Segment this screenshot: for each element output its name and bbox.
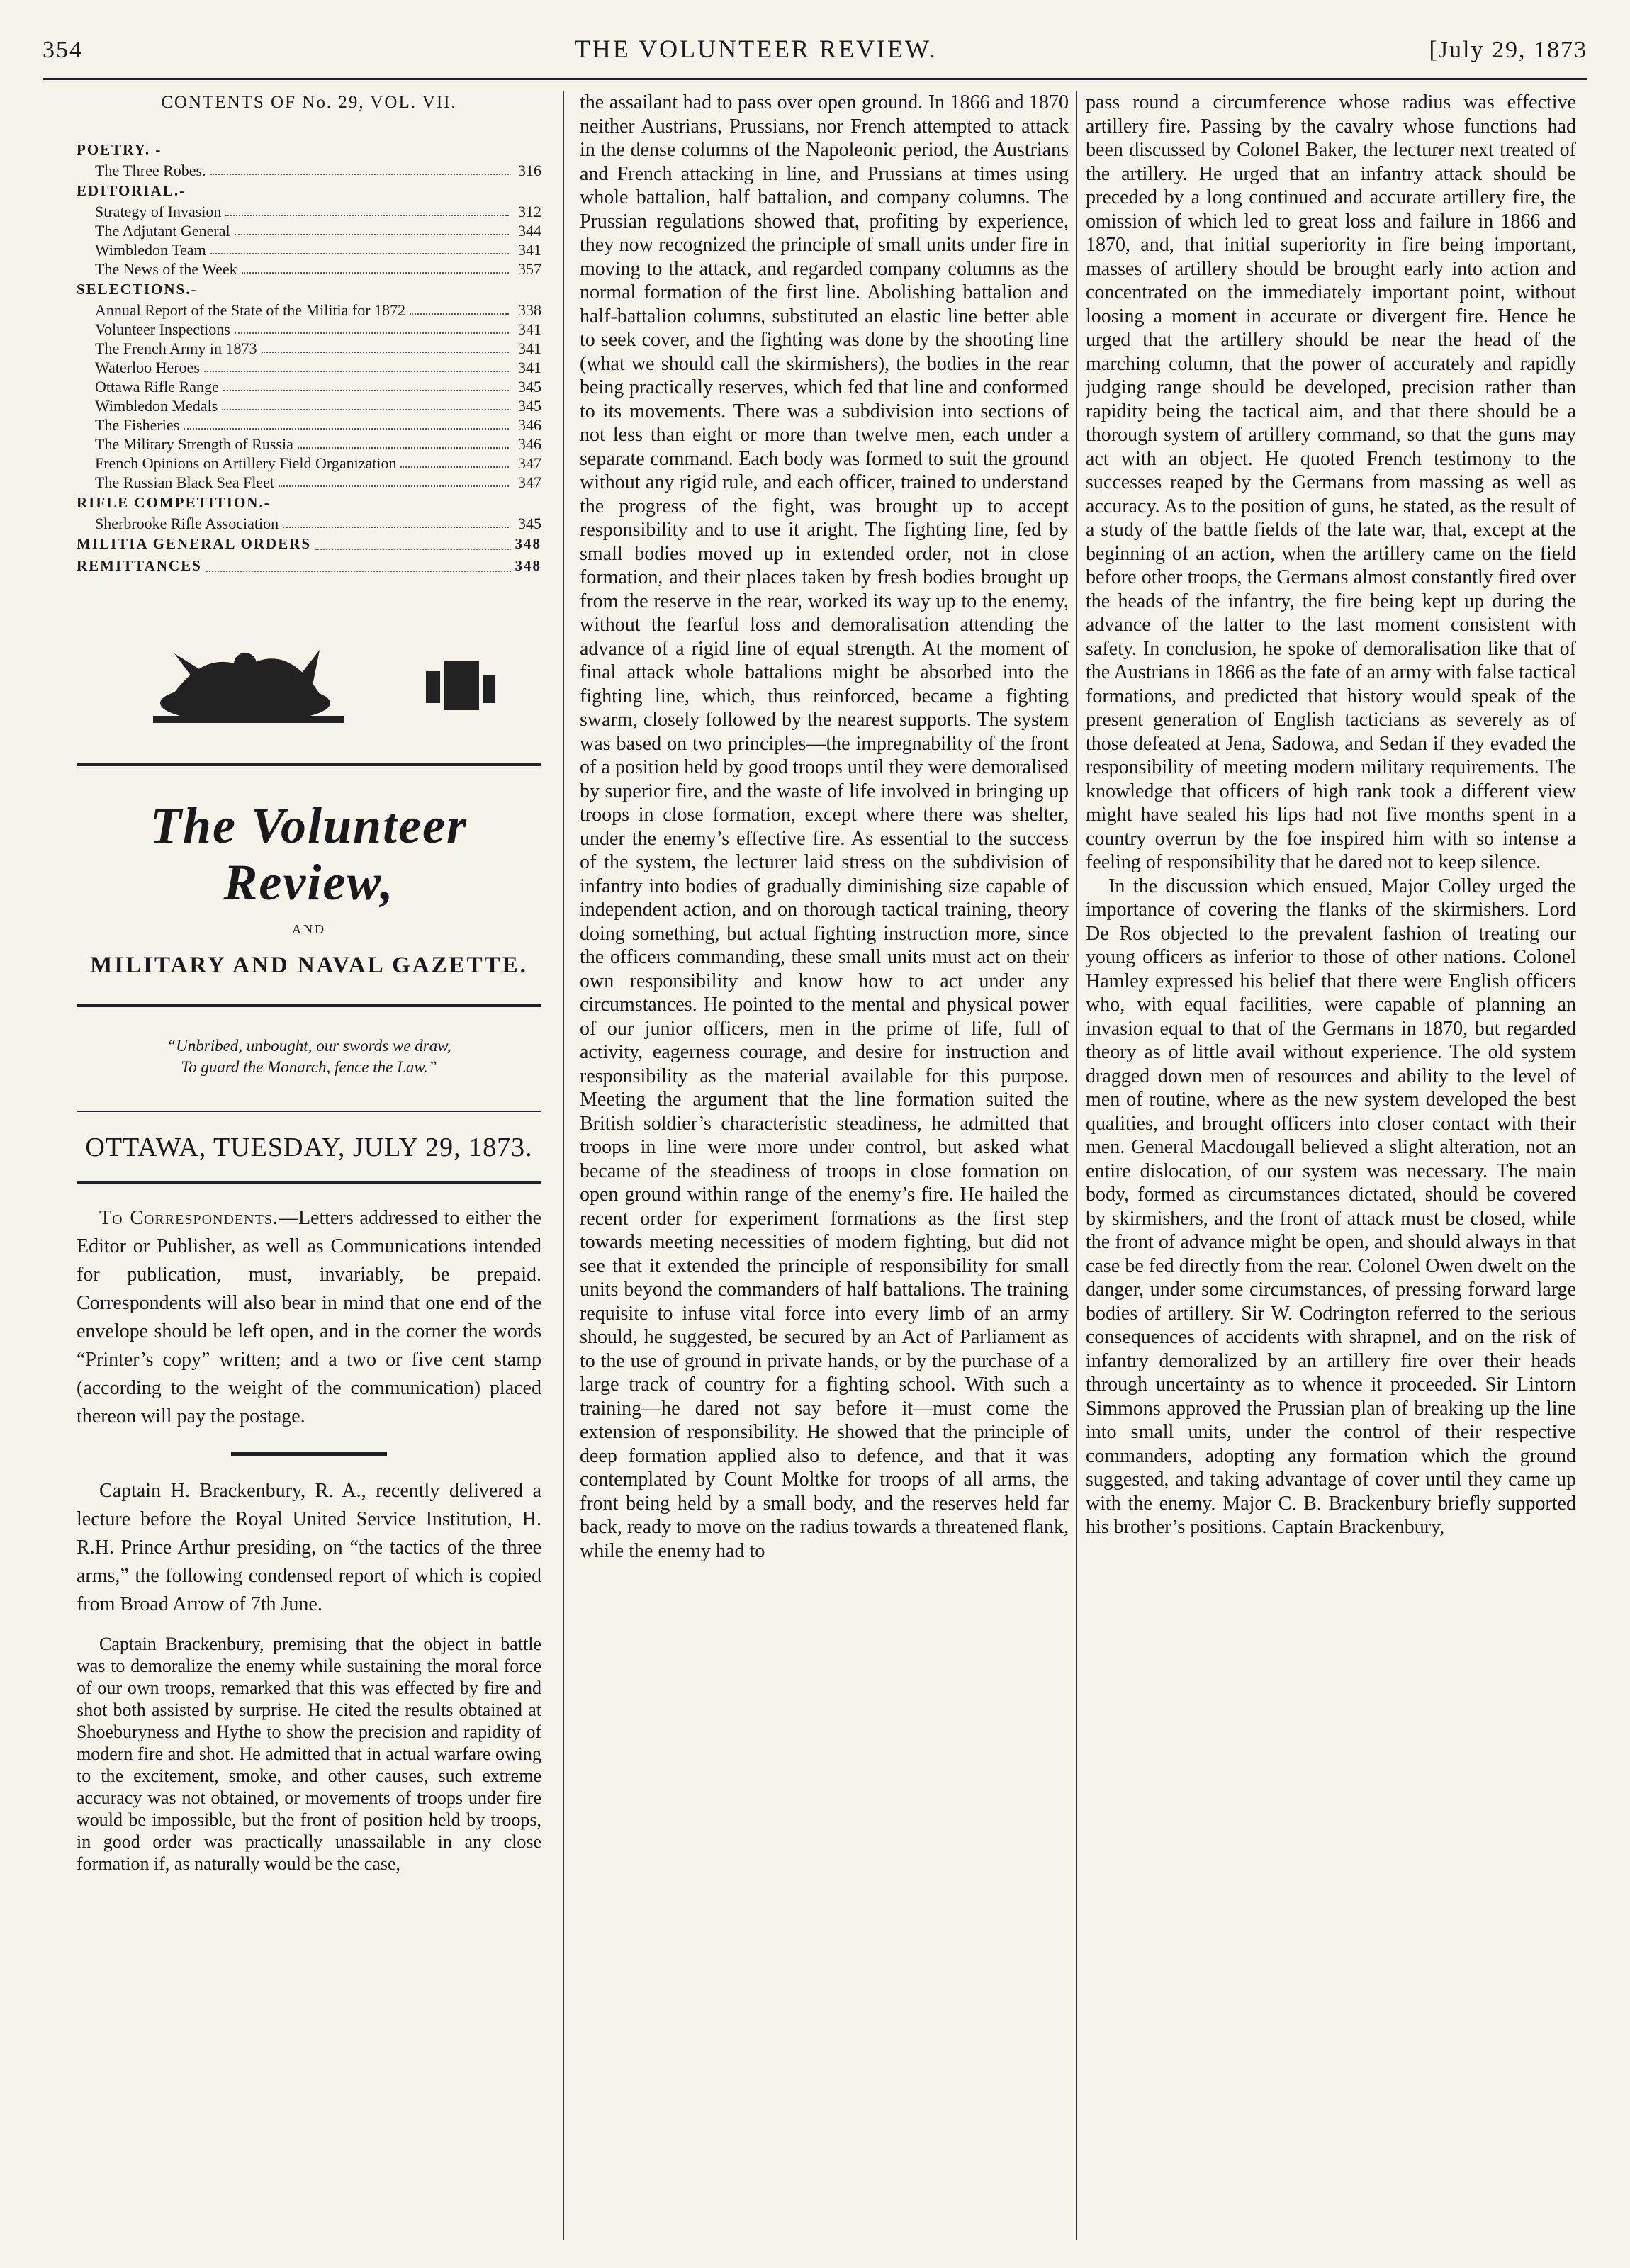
contents-entry bbox=[77, 240, 541, 259]
article-paragraph: the assailant had to pass over open ground. In 1866 and 1870 neither Austrians, Prussians, nor French attempted to attack in the dense columns of the Napoleonic period, the Austrians and French attacking in line, and Prussians at times using whole battalion, half battalion, and company columns. The Prussian regulations showed that, profiting by experience, they now recognized the principle of small units under fire in moving to the attack, and regarded company columns as the normal formation of the first line. Abolishing battalion and half-battalion columns, substituted an elastic line better able to seek cover, and the fighting was done by the shooting line (what we should call the skirmishers), the bodies in the rear being practically reserves, which fed that line and conformed to its movements. There was a subdivision into sections of not less than eight or more than twelve men, each under a separate command. Each body was formed to suit the ground without any rigid rule, and each officer, trained to understand the progress of the fight, was brought up to accept responsibility and to use it aright. The fighting line, fed by small bodies moved up in extended order, not in close formation, and their places taken by fresh bodies brought up from the reserve in the rear, worked its way up to the enemy, without the fearful loss and demoralisation attending the advance of a rigid line of equal strength. At the moment of final attack whole battalions might be absorbed into the fighting line, which, thus reinforced, became a fighting swarm, closely followed by the nearest supports. The system was based on two principles—the impregnability of the front of a position held by good troops until they were demoralised by superior fire, and the waste of life involved in bringing up troops in close formation, except where there was shelter, under the enemy’s effective fire. As essential to the success of the system, the lecturer laid stress on the subdivision of infantry into bodies of gradually diminishing size capable of independent action, and on thorough tactical training, theory doing something, but actual fighting instruction more, since the officers commanding, these small units must act on their own responsibility and know how to act under any circumstances. He pointed to the mental and physical power of our junior officers, men in the prime of life, full of activity, eagerness courage, and desire for instruction and responsibility as the material available for this purpose. Meeting the argument that the line formation suited the British soldier’s characteristic steadiness, he admitted that troops in line were more under control, but asked what became of the steadiness of troops in close formation on open ground within range of the enemy’s fire. He hailed the recent order for experiment formations as the first step towards meeting necessities of modern fighting, but did not see that it extended the principle of responsibility for small units beyond the commanders of half battalions. The training requisite to infuse vital force into every limb of an army should, he suggested, be secured by an Act of Parliament as to the use of ground in private hands, or by the purchase of a large track of country for a fighting school. With such a training—he dared not say before it—must come the extension of responsibility. He showed that the principle of deep formation applied also to defence, and that it was contemplated by Count Moltke for troops of all arms, the front being held by a small body, and the reserves held far back, ready to move on the radius towards a threatened flank, while the enemy had to bbox=[580, 91, 1069, 1562]
contents-page-number: 312 bbox=[518, 202, 541, 220]
contents-entry bbox=[77, 301, 541, 320]
dateline: OTTAWA, TUESDAY, JULY 29, 1873. bbox=[85, 1132, 533, 1162]
contents-page-number: 341 bbox=[518, 358, 541, 376]
contents-section-heading: EDITORIAL.- bbox=[77, 181, 186, 199]
contents-page-number: 341 bbox=[518, 320, 541, 338]
contents-entry-title: The Three Robes. bbox=[95, 161, 206, 179]
column-rule bbox=[1076, 91, 1077, 2240]
contents-entry bbox=[77, 259, 541, 279]
article-intro bbox=[77, 1477, 541, 1619]
motto-line: To guard the Monarch, fence the Law.” bbox=[181, 1057, 437, 1076]
contents-page-number: 344 bbox=[518, 221, 541, 240]
column-two bbox=[580, 91, 1069, 2240]
contents-entry bbox=[77, 396, 541, 415]
running-head bbox=[43, 34, 1587, 77]
correspondents-notice bbox=[77, 1204, 541, 1431]
contents-page-number: 346 bbox=[518, 415, 541, 434]
leader-dots bbox=[223, 377, 509, 391]
contents-entry-title: Ottawa Rifle Range bbox=[95, 377, 219, 395]
issue-date: [July 29, 1873 bbox=[1429, 37, 1587, 63]
contents-entry bbox=[77, 161, 541, 180]
contents-page-number: 341 bbox=[518, 240, 541, 259]
motto bbox=[77, 1035, 541, 1078]
contents-heading-text: MILITIA GENERAL ORDERS bbox=[77, 534, 312, 552]
intro-paragraph: Captain H. Brackenbury, R. A., recently delivered a lecture before the Royal United Service Institution, H. R.H. Prince Arthur presiding, on “the tactics of the three arms,” the following condensed report of which is copied from Broad Arrow of 7th June. bbox=[77, 1480, 541, 1615]
contents-entry bbox=[77, 473, 541, 492]
contents-section-heading bbox=[77, 533, 541, 555]
leader-dots bbox=[410, 301, 509, 315]
motto-line: “Unbribed, unbought, our swords we draw, bbox=[167, 1036, 451, 1055]
contents-entry bbox=[77, 377, 541, 396]
contents-entry bbox=[77, 434, 541, 454]
eagle-trophy-ornament-icon bbox=[111, 632, 507, 739]
leader-dots bbox=[206, 555, 511, 572]
contents-entry bbox=[77, 339, 541, 358]
contents-entry bbox=[77, 514, 541, 533]
leader-dots bbox=[262, 339, 509, 353]
contents-page-number: 345 bbox=[518, 377, 541, 395]
page-number: 354 bbox=[43, 37, 83, 63]
leader-dots bbox=[204, 358, 509, 372]
contents-page-number: 347 bbox=[518, 454, 541, 472]
contents-page-number: 348 bbox=[515, 534, 541, 552]
contents-page-number: 316 bbox=[518, 161, 541, 179]
contents-entry-title: The Russian Black Sea Fleet bbox=[95, 473, 274, 491]
contents-entry-title: Strategy of Invasion bbox=[95, 202, 222, 220]
article-paragraph: pass round a circumference whose radius was effective artillery fire. Passing by the cavalry whose functions had been discussed by Colonel Baker, the lecturer next treated of the artillery. He urged that an infantry attack should be preceded by a long continued and accurate artillery fire, the omission of which led to great loss and failure in 1866 and 1870, and, that initial superiority in fire being important, masses of artillery should be brought early into action and concentrated on the immediately important point, without loosing a moment in accurate or divergent fire. Hence he urged that the artillery should be near the head of the marching column, that the power of accurately and rapidly judging range should be developed, precision rather than rapidity being the tactical aim, and that there should be a thorough system of artillery command, so that the guns may act with an object. He quoted French testimony to the successes reaped by the Germans from massing as well as accuracy. As to the position of guns, he stated, as the result of a study of the battle fields of the late war, that, except at the beginning of an action, when the artillery came on the field before other troops, the Germans almost constantly fired over the heads of the infantry, the fire being kept up during the advance of the latter to the last moment consistent with safety. In conclusion, he spoke of demoralisation like that of the Austrians in 1866 as the fate of an army with false tactical formations, and predicted that history would speak of the present generation of English tacticians as severely as of those defeated at Jena, Sadowa, and Sedan if they evaded the responsibility of meeting modern military requirements. The knowledge that officers of high rank took a different view might have sealed his lips had not five months spent in a country overrun by the foe inspired him with so intense a feeling of responsibility that he dared not to keep silence. bbox=[1086, 91, 1576, 873]
contents-entry-title: Annual Report of the State of the Militia for 1872 bbox=[95, 301, 406, 319]
leader-dots bbox=[400, 454, 509, 468]
contents-section-heading: RIFLE COMPETITION.- bbox=[77, 493, 271, 511]
contents-section-heading: SELECTIONS.- bbox=[77, 280, 198, 298]
contents-title: CONTENTS OF No. 29, VOL. VII. bbox=[161, 93, 457, 112]
contents-entry-title: The Military Strength of Russia bbox=[95, 434, 293, 453]
dateline-rule bbox=[77, 1181, 541, 1184]
dateline-rule bbox=[77, 1111, 541, 1112]
column-three bbox=[1086, 91, 1576, 2240]
leader-dots bbox=[210, 240, 509, 254]
contents-page-number: 338 bbox=[518, 301, 541, 319]
contents-section-heading: POETRY. - bbox=[77, 140, 162, 158]
notice-lead: To Correspondents. bbox=[99, 1207, 279, 1229]
leader-dots bbox=[184, 415, 509, 430]
contents-page-number: 357 bbox=[518, 259, 541, 278]
contents-entry bbox=[77, 415, 541, 434]
leader-dots bbox=[222, 396, 509, 410]
contents-page-number: 348 bbox=[515, 556, 541, 574]
leader-dots bbox=[225, 202, 509, 216]
masthead-rule bbox=[77, 1004, 541, 1007]
contents-entry-title: The Fisheries bbox=[95, 415, 180, 434]
leader-dots bbox=[279, 473, 509, 487]
header-rule bbox=[43, 78, 1587, 80]
publication-name: THE VOLUNTEER REVIEW. bbox=[574, 35, 938, 63]
contents-entry-title: The News of the Week bbox=[95, 259, 237, 278]
masthead-subtitle: MILITARY AND NAVAL GAZETTE. bbox=[90, 953, 528, 978]
table-of-contents bbox=[77, 139, 541, 577]
leader-dots bbox=[235, 221, 509, 235]
contents-entry bbox=[77, 221, 541, 240]
contents-entry-title: Sherbrooke Rifle Association bbox=[95, 514, 279, 532]
contents-page-number: 345 bbox=[518, 514, 541, 532]
article-paragraph: Captain Brackenbury, premising that the object in battle was to demoralize the enemy while sustaining the moral force of our own troops, remarked that this was effected by fire and shot both assisted by surprise. He cited the results obtained at Shoeburyness and Hythe to show the precision and rapidity of modern fire and shot. He admitted that in actual warfare owing to the excitement, smoke, and other causes, such extreme accuracy was not obtained, or movements of troops under fire would be impossible, but the front of position held by troops, in good order was practically unassailable in any close formation if, as naturally would be the case, bbox=[77, 1634, 541, 1874]
contents-entry bbox=[77, 358, 541, 377]
contents-entry-title: Wimbledon Medals bbox=[95, 396, 218, 415]
contents-entry-title: Waterloo Heroes bbox=[95, 358, 200, 376]
leader-dots bbox=[298, 434, 509, 449]
leader-dots bbox=[235, 320, 509, 334]
leader-dots bbox=[283, 514, 509, 528]
discussion-paragraph: In the discussion which ensued, Major Colley urged the importance of covering the flanks of the skirmishers. Lord De Ros objected to the prevalent fashion of treating our young officers as inferior to those of other nations. Colonel Hamley expressed his belief that there were English officers who, with equal facilities, were capable of planning an invasion equal to that of the Germans in 1870, but regarded theory as of little avail without experience. The old system dragged down men of resources and ability to the level of men of routine, where as the new system developed the best qualities, and brought officers into closer contact with their men. General Macdougall believed a slight alteration, not an entire dislocation, of our system was necessary. The main body, formed as circumstances dictated, should be covered by skirmishers, and the front of attack must be closed, while the front of advance might be open, and should always in that case be fed directly from the rear. Colonel Owen dwelt on the danger, under some circumstances, of pressing forward large bodies of artillery. Sir W. Codrington referred to the serious consequences of accidents with shrapnel, and on the risk of infantry demoralized by an artillery fire over their heads through uncertainty as to whence it proceeded. Sir Lintorn Simmons approved the Prussian plan of breaking up the line into small units, under the control of their respective commanders, adopting any formation which the ground suggested, and taking advantage of cover until they came up with the enemy. Major C. B. Brackenbury briefly supported his brother’s positions. Captain Brackenbury, bbox=[1086, 875, 1576, 1538]
contents-page-number: 341 bbox=[518, 339, 541, 357]
contents-entry-title: French Opinions on Artillery Field Organization bbox=[95, 454, 397, 472]
contents-entry-title: Volunteer Inspections bbox=[95, 320, 230, 338]
section-divider bbox=[231, 1452, 387, 1456]
column-rule bbox=[563, 91, 564, 2240]
notice-text: —Letters addressed to either the Editor or Publisher, as well as Communications intended for publication, must, invariably, be prepaid. Correspondents will also bear in mind that one end of the envelope should be left open, and in the corner the words “Printer’s copy” written; and a two or five cent stamp (according to the weight of the communication) placed thereon will pay the postage. bbox=[77, 1207, 541, 1427]
contents-heading-text: REMITTANCES bbox=[77, 556, 202, 574]
masthead-and: AND bbox=[292, 921, 326, 936]
contents-entry-title: Wimbledon Team bbox=[95, 240, 206, 259]
contents-entry-title: The Adjutant General bbox=[95, 221, 230, 240]
contents-section-heading bbox=[77, 555, 541, 577]
contents-page-number: 346 bbox=[518, 434, 541, 453]
contents-page-number: 347 bbox=[518, 473, 541, 491]
contents-entry bbox=[77, 320, 541, 339]
leader-dots bbox=[242, 259, 509, 274]
leader-dots bbox=[210, 161, 509, 175]
contents-entry-title: The French Army in 1873 bbox=[95, 339, 257, 357]
masthead-title: The Volunteer Review, bbox=[150, 797, 468, 911]
contents-entry bbox=[77, 454, 541, 473]
contents-page-number: 345 bbox=[518, 396, 541, 415]
leader-dots bbox=[315, 533, 510, 550]
column-one bbox=[77, 91, 541, 2240]
article-start bbox=[77, 1633, 541, 1875]
contents-entry bbox=[77, 202, 541, 221]
masthead-rule bbox=[77, 763, 541, 766]
